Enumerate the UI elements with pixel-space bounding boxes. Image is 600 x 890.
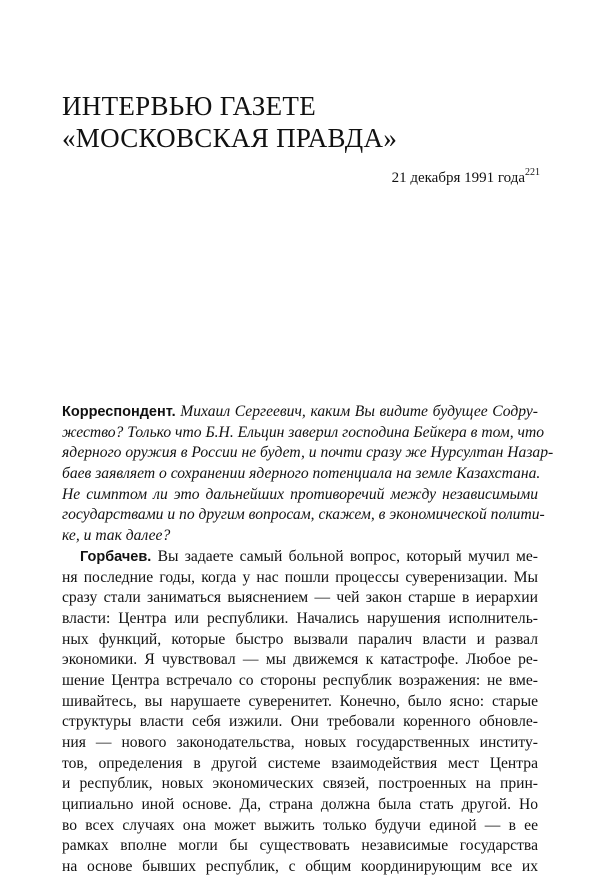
question-line-text: Михаил Сергеевич, каким Вы видите будущее Содру- xyxy=(180,403,538,420)
answer-line: тов, определения в другой системе взаимодействия мест Центра xyxy=(62,754,538,772)
answer-line: ных функций, которые быстро вызвали паралич власти и развал xyxy=(62,630,538,648)
chapter-title xyxy=(62,90,542,154)
answer-line: власти: Центра или республики. Начались нарушения исполнитель- xyxy=(62,609,538,627)
answer-line: на основе бывших республик, с общим координирующим все их xyxy=(62,858,538,876)
answer-line: ния — нового законодательства, новых государственных институ- xyxy=(62,734,538,751)
question-paragraph xyxy=(62,402,554,547)
question-line: Не симптом ли это дальнейших противоречий между независимыми xyxy=(62,485,538,503)
answer-line: шение Центра встречало со стороны республик возражения: не вме- xyxy=(62,671,538,689)
body-text xyxy=(62,402,554,878)
speaker-label-gorbachev: Горбачев. xyxy=(80,548,152,565)
answer-line: ципиально иной основе. Да, страна должна была стать другой. Но xyxy=(62,796,538,814)
footnote-marker: 221 xyxy=(525,167,540,178)
chapter-title-line-1: ИНТЕРВЬЮ ГАЗЕТЕ xyxy=(62,91,317,121)
answer-line: сразу стали заниматься выяснением — чей закон старше в иерархии xyxy=(62,589,538,607)
answer-line: шивайтесь, вы нарушаете суверенитет. Конечно, было ясно: старые xyxy=(62,692,538,710)
answer-line: структуры власти себя изжили. Они требовали коренного обновле- xyxy=(62,713,538,731)
question-line: жество? Только что Б.Н. Ельцин заверил господина Бейкера в том, что xyxy=(62,423,545,441)
answer-line: ня последние годы, когда у нас пошли процессы суверенизации. Мы xyxy=(62,568,538,586)
answer-line-text: Вы задаете самый больной вопрос, который мучил ме- xyxy=(157,547,538,565)
answer-line xyxy=(62,547,538,568)
question-line: ке, и так далее? xyxy=(62,527,171,545)
question-line xyxy=(62,402,538,423)
question-line: государствами и по другим вопросам, скажем, в экономической полити- xyxy=(62,506,545,524)
question-line: баев заявляет о сохранении ядерного потенциала на земле Казахстана. xyxy=(62,465,541,483)
answer-line: экономики. Я чувствовал — мы движемся к катастрофе. Любое ре- xyxy=(62,651,538,669)
answer-line: во всех случаях она может выжить только будучи единой — в ее xyxy=(62,816,538,834)
interview-date-text: 21 декабря 1991 года xyxy=(391,170,525,186)
answer-line: и республик, новых экономических связей, построенных на прин- xyxy=(62,775,538,793)
answer-paragraph xyxy=(62,547,538,878)
chapter-title-line-2: «МОСКОВСКАЯ ПРАВДА» xyxy=(62,123,398,153)
interview-date xyxy=(391,167,540,187)
speaker-label-correspondent: Корреспондент. xyxy=(62,404,176,420)
answer-line: рамках вполне могли бы существовать независимые государства xyxy=(62,837,538,855)
question-line: ядерного оружия в России не будет, и почти сразу же Нурсултан Назар- xyxy=(62,444,554,462)
